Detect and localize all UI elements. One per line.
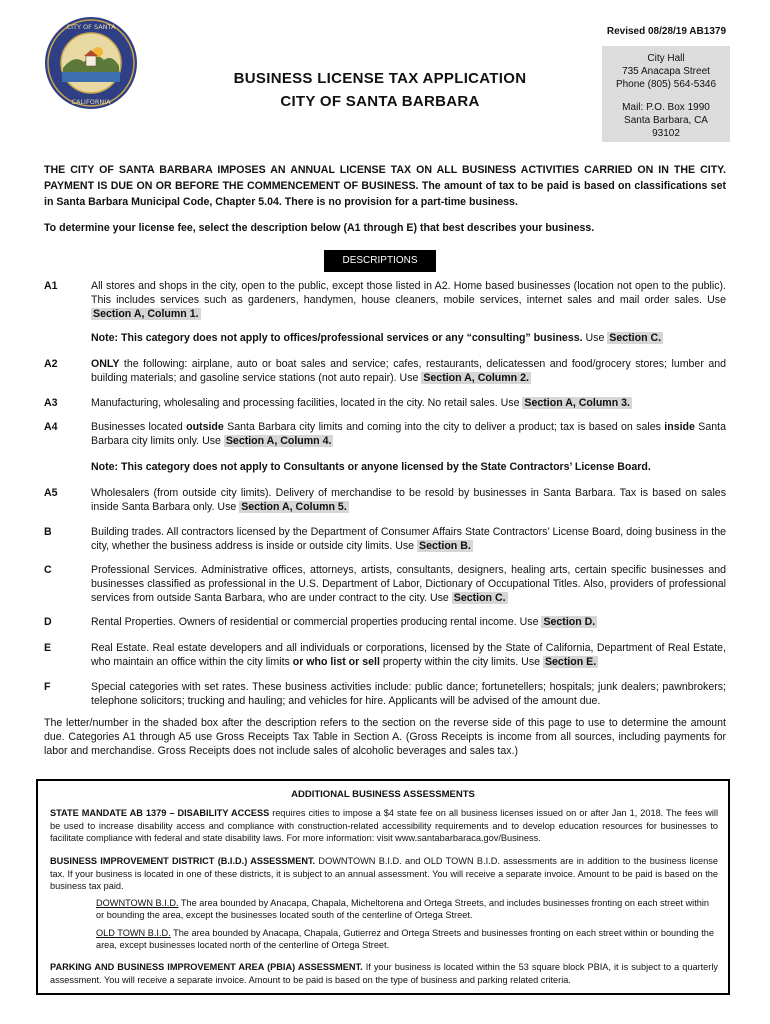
entry-text: Santa Barbara city limits only. Use <box>91 421 726 447</box>
contact-line: City Hall <box>647 53 685 64</box>
contact-line: Mail: P.O. Box 1990 <box>622 102 710 113</box>
entry-emphasis: ONLY <box>91 358 120 370</box>
revision-date: Revised 08/28/19 AB1379 <box>606 26 726 37</box>
entry-text: Rental Properties. Owners of residential or commercial properties producing rental income. Use <box>91 616 542 628</box>
entry-text: the following: airplane, auto or boat sales and service; cafes, restaurants, delicatessen and food/grocery stores; lumber and building materials; and gasoline service stations (not auto repair). Use <box>91 358 726 384</box>
entry-text: Real Estate. Real estate developers and all individuals or corporations, licensed by the State of California, Department of Real Estate, who maintain an office within the city limits <box>91 642 726 668</box>
section-ref: Section C. <box>453 592 506 604</box>
city-seal <box>44 16 138 110</box>
bid-paragraph <box>50 855 718 893</box>
entry-emphasis: outside <box>186 421 224 433</box>
entry-code: A1 <box>44 280 58 292</box>
contact-box <box>602 46 730 142</box>
contact-line: Phone (805) 564-5346 <box>615 79 717 90</box>
paragraph-heading: PARKING AND BUSINESS IMPROVEMENT AREA (PBIA) ASSESSMENT. <box>50 962 363 972</box>
state-mandate-paragraph <box>50 807 718 845</box>
paragraph-heading: STATE MANDATE AB 1379 – DISABILITY ACCESS <box>50 808 270 818</box>
section-ref: Section B. <box>419 540 471 552</box>
entry-b <box>44 525 726 553</box>
entry-code: A3 <box>44 397 58 409</box>
entry-e <box>44 641 726 669</box>
assessments-box <box>36 779 730 995</box>
entry-code: E <box>44 642 52 654</box>
section-ref: Section A, Column 1. <box>93 308 199 320</box>
closing-paragraph: The letter/number in the shaded box after the description refers to the section on the reverse side of this page to use to determine the amount due. Categories A1 through A5 use Gross Receipts Tax Table in Section A. (Gross Receipts is income from all sources, including payments for labor and merchandise. Gross Receipts does not include sales of alcoholic beverages and sales tax.) <box>44 717 726 757</box>
entry-a3 <box>44 396 726 410</box>
paragraph-text: The area bounded by Anacapa, Chapala, Micheltorena and Ortega Streets, and includes businesses fronting on each street within or bounding the area, except the businesses located south of the centerline of Ortega Street. <box>96 898 710 920</box>
section-ref: Section E. <box>544 656 597 668</box>
entry-text: Santa Barbara city limits and coming into the city to deliver a product; tax is based on sales <box>223 421 665 433</box>
entry-a4 <box>44 420 726 448</box>
page-subtitle: CITY OF SANTA BARBARA <box>280 93 480 110</box>
entry-emphasis: or who list or sell <box>292 656 380 668</box>
entry-text: Manufacturing, wholesaling and processing facilities, located in the city. No retail sales. Use <box>91 397 523 409</box>
entry-text: Businesses located <box>91 421 187 433</box>
entry-code: C <box>44 564 52 576</box>
note-a4: Note: This category does not apply to Consultants or anyone licensed by the State Contractors’ License Board. <box>91 461 651 473</box>
contact-line: 93102 <box>652 128 680 139</box>
intro-paragraph: THE CITY OF SANTA BARBARA IMPOSES AN ANNUAL LICENSE TAX ON ALL BUSINESS ACTIVITIES CARRIED ON IN THE CITY. PAYMENT IS DUE ON OR BEFORE THE COMMENCEMENT OF BUSINESS. The amount of tax to be paid is based on classifications set in Santa Barbara Municipal Code, Chapter 5.04. There is no provision for a part-time business. <box>44 164 726 208</box>
entry-emphasis: inside <box>664 421 695 433</box>
assessments-heading: ADDITIONAL BUSINESS ASSESSMENTS <box>291 789 475 800</box>
downtown-bid-paragraph <box>96 897 718 921</box>
entry-f <box>44 680 726 708</box>
entry-a2 <box>44 357 726 385</box>
note-text: Note: This category does not apply to offices/professional services or any “consulting” business. <box>91 332 583 344</box>
paragraph-text: If your business is located within the 53 square block PBIA, it is subject to a quarterly assessment. You will receive a separate invoice. Amount to be paid is based on the type of business and parking related criteria. <box>50 962 718 985</box>
entry-text: Professional Services. Administrative offices, attorneys, artists, consultants, designers, healing arts, certain specific businesses and businesses classified as professional in the U.S. Department of Labor, Dictionary of Occupational Titles. Also, providers of professional services from outside Santa Barbara, who are under contract to the city. Use <box>91 564 726 604</box>
note-use: Use <box>582 332 608 344</box>
entry-text: Special categories with set rates. These business activities include: public dance; fortunetellers; hospitals; junk dealers; pawnbrokers; telephone solicitors; trucking and hauling; and vehicles for hire. Applicants will be advised of the amount due. <box>91 681 726 707</box>
paragraph-heading: BUSINESS IMPROVEMENT DISTRICT (B.I.D.) ASSESSMENT. <box>50 856 316 866</box>
paragraph-text: requires cities to impose a $4 state fee on all business licenses issued on or after Jan 1, 2018. The fees will be used to increase disability access and compliance with construction-related accessibility requirements and to develop education resources for businesses to facilitate compliance with federal and state disability laws. For more information: visit www.santabarbaraca.gov/Business. <box>50 808 718 843</box>
entry-text: Building trades. All contractors licensed by the Department of Consumer Affairs State Contractors’ License Board, doing business in the city, whether the business address is inside or outside city limits. Use <box>91 526 726 552</box>
entry-code: B <box>44 526 52 538</box>
entry-code: A4 <box>44 421 58 433</box>
entry-code: F <box>44 681 51 693</box>
entry-code: A2 <box>44 358 58 370</box>
paragraph-text: The area bounded by Anacapa, Chapala, Gutierrez and Ortega Streets and businesses fronting on each street within or bounding the area, except businesses located north of the centerline of Ortega Street. <box>96 928 714 950</box>
pbia-paragraph <box>50 961 718 986</box>
entry-d <box>44 615 726 629</box>
svg-text:CALIFORNIA: CALIFORNIA <box>71 98 111 106</box>
entry-text: All stores and shops in the city, open to the public, except those listed in A2. Home based businesses (location not open to the public). This includes services such as gardeners, handymen, house cleaners, mobile services, internet sales and mail order sales. Use <box>91 280 726 306</box>
section-ref: Section C. <box>609 332 662 344</box>
section-ref: Section A, Column 5. <box>241 501 347 513</box>
entry-a1 <box>44 279 726 321</box>
descriptions-heading: DESCRIPTIONS <box>324 250 436 272</box>
contact-line: Santa Barbara, CA <box>624 115 708 126</box>
section-ref: Section A, Column 3. <box>524 397 630 409</box>
page-title: BUSINESS LICENSE TAX APPLICATION <box>233 70 527 87</box>
paragraph-text: DOWNTOWN B.I.D. and OLD TOWN B.I.D. assessments are in addition to the business license tax. If your business is located in one of these districts, it is subject to an annual assessment. You will receive a separate invoice. Amount to be paid is based on the business tax paid. <box>50 856 718 891</box>
entry-a5 <box>44 486 726 514</box>
note-a1 <box>91 332 726 344</box>
section-ref: Section A, Column 2. <box>423 372 529 384</box>
contact-line: 735 Anacapa Street <box>622 66 710 77</box>
svg-text:CITY OF SANTA: CITY OF SANTA <box>66 23 116 31</box>
entry-code: A5 <box>44 487 58 499</box>
section-ref: Section A, Column 4. <box>225 435 332 447</box>
entry-text: Wholesalers (from outside city limits). Delivery of merchandise to be resold by businesses in Santa Barbara. Tax is based on sales inside Santa Barbara only. Use <box>91 487 726 513</box>
district-label: OLD TOWN B.I.D. <box>96 928 171 938</box>
oldtown-bid-paragraph <box>96 927 718 951</box>
entry-c <box>44 563 726 605</box>
district-label: DOWNTOWN B.I.D. <box>96 898 179 908</box>
entry-text: property within the city limits. Use <box>379 656 543 668</box>
entry-code: D <box>44 616 52 628</box>
section-ref: Section D. <box>543 616 596 628</box>
instruction-text: To determine your license fee, select the description below (A1 through E) that best describes your business. <box>44 222 595 234</box>
